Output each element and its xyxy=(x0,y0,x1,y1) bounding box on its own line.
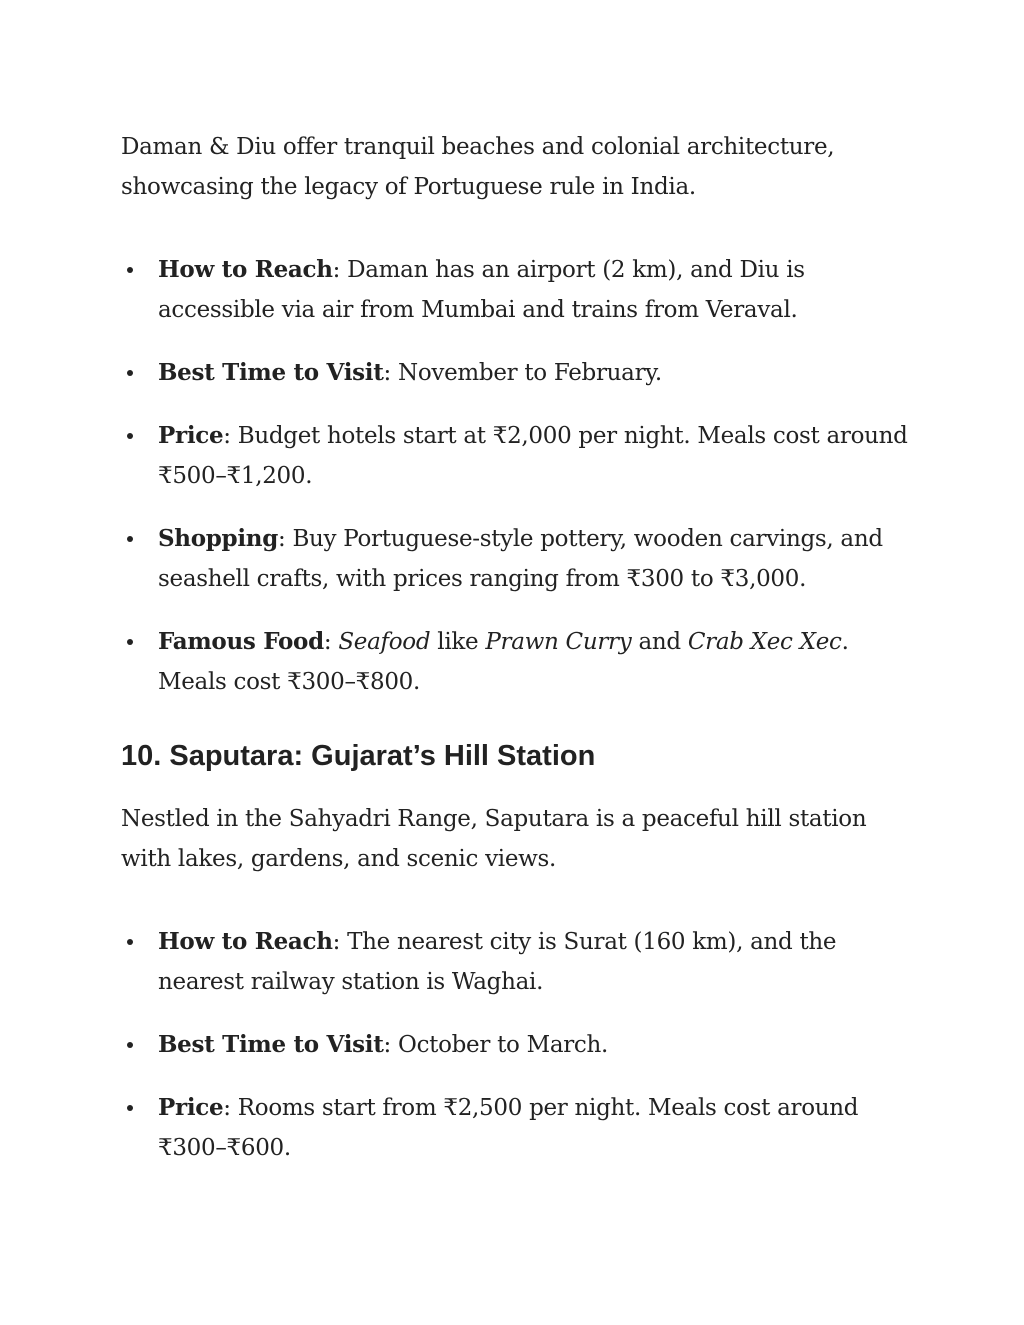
food-like: like xyxy=(430,629,486,655)
item-label: Price xyxy=(158,1094,224,1121)
bullet-icon xyxy=(127,370,133,376)
bullet-text xyxy=(158,622,918,702)
bullet-icon xyxy=(127,267,133,273)
food-dish-crab-xec-xec: Crab Xec Xec xyxy=(687,629,842,655)
bullet-text xyxy=(158,1088,918,1168)
bullet-icon xyxy=(127,639,133,645)
item-label: How to Reach xyxy=(158,256,333,283)
bullet-text xyxy=(158,416,918,496)
saputara-intro-paragraph: Nestled in the Sahyadri Range, Saputara is a peaceful hill station with lakes, gardens, and scenic views. xyxy=(121,806,867,872)
item-separator: : xyxy=(323,629,339,655)
bullet-text xyxy=(158,250,918,330)
item-label: Famous Food xyxy=(158,628,324,655)
item-value: : November to February. xyxy=(383,360,662,386)
item-value: : October to March. xyxy=(383,1032,609,1058)
bullet-text xyxy=(158,353,918,393)
item-value: : Rooms start from ₹2,500 per night. Meals cost around ₹300–₹600. xyxy=(158,1095,859,1161)
item-label: Price xyxy=(158,422,224,449)
bullet-text xyxy=(158,1025,918,1065)
item-value: : Buy Portuguese-style pottery, wooden carvings, and seashell crafts, with prices ranging from ₹300 to ₹3,000. xyxy=(158,526,883,592)
food-and: and xyxy=(631,629,688,655)
bullet-icon xyxy=(127,1105,133,1111)
food-dish-prawn-curry: Prawn Curry xyxy=(485,629,632,655)
food-meals-cost: . Meals cost ₹300–₹800. xyxy=(158,629,849,695)
bullet-icon xyxy=(127,939,133,945)
bullet-icon xyxy=(127,433,133,439)
food-seafood: Seafood xyxy=(338,629,431,655)
bullet-text xyxy=(158,519,918,599)
item-value: : Daman has an airport (2 km), and Diu is accessible via air from Mumbai and trains from Veraval. xyxy=(158,257,805,323)
item-value: : The nearest city is Surat (160 km), and the nearest railway station is Waghai. xyxy=(158,929,837,995)
item-label: Best Time to Visit xyxy=(158,359,384,386)
bullet-icon xyxy=(127,536,133,542)
item-label: Shopping xyxy=(158,525,278,552)
item-label: How to Reach xyxy=(158,928,333,955)
bullet-icon xyxy=(127,1042,133,1048)
item-label: Best Time to Visit xyxy=(158,1031,384,1058)
daman-intro-paragraph: Daman & Diu offer tranquil beaches and colonial architecture, showcasing the legacy of Portuguese rule in India. xyxy=(121,134,835,200)
section-heading-saputara: 10. Saputara: Gujarat’s Hill Station xyxy=(121,740,596,772)
item-value: : Budget hotels start at ₹2,000 per night. Meals cost around ₹500–₹1,200. xyxy=(158,423,908,489)
bullet-text xyxy=(158,922,918,1002)
